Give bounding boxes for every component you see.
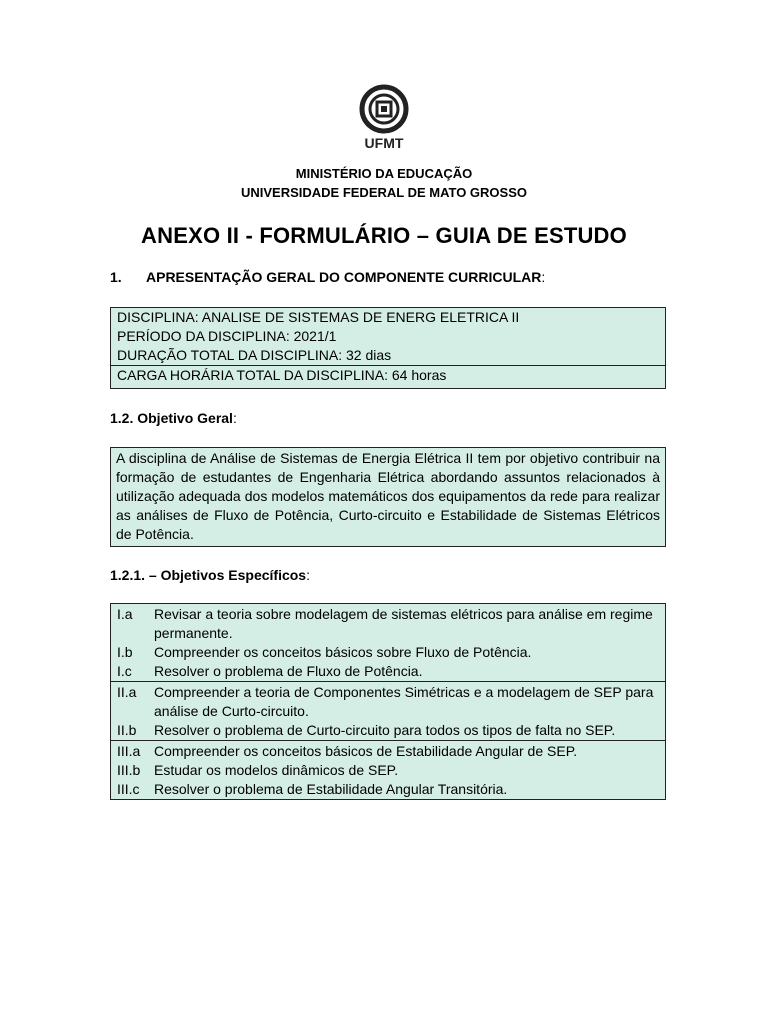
objective-code: I.c <box>117 663 132 679</box>
duration-row: DURAÇÃO TOTAL DA DISCIPLINA: 32 dias <box>117 347 392 363</box>
section-1-number: 1. <box>110 269 122 285</box>
objective-item <box>117 721 659 740</box>
ministry-name: MINISTÉRIO DA EDUCAÇÃO <box>295 166 473 181</box>
objective-code: II.a <box>117 684 137 700</box>
document-title: ANEXO II - FORMULÁRIO – GUIA DE ESTUDO <box>141 223 627 248</box>
objective-item <box>117 605 659 643</box>
ufmt-logo <box>359 84 409 154</box>
objective-code: III.a <box>117 743 141 759</box>
specific-objectives-colon: : <box>306 567 310 583</box>
objective-code: III.c <box>117 781 140 797</box>
objective-text: Compreender os conceitos básicos de Estabilidade Angular de SEP. <box>154 743 578 759</box>
objective-code: II.b <box>117 722 137 738</box>
objective-item <box>117 662 659 681</box>
period-row: PERÍODO DA DISCIPLINA: 2021/1 <box>117 328 337 344</box>
objective-text: Estudar os modelos dinâmicos de SEP. <box>154 762 399 778</box>
course-info-box <box>110 307 666 389</box>
objective-code: III.b <box>117 762 141 778</box>
objective-text: Revisar a teoria sobre modelagem de sistemas elétricos para análise em regime permanente. <box>154 606 653 641</box>
objective-text: Resolver o problema de Estabilidade Angular Transitória. <box>154 781 508 797</box>
objective-item <box>117 742 659 761</box>
objective-item <box>117 780 659 799</box>
workload-row: CARGA HORÁRIA TOTAL DA DISCIPLINA: 64 horas <box>111 365 665 385</box>
objective-group-3 <box>111 740 665 799</box>
section-1-heading <box>110 269 545 285</box>
institution-header <box>0 164 768 202</box>
specific-objectives-box <box>110 603 666 800</box>
ufmt-seal-icon <box>359 84 409 154</box>
objective-item <box>117 643 659 662</box>
objective-text: Compreender a teoria de Componentes Simétricas e a modelagem de SEP para análise de Curto-circuito. <box>154 684 654 719</box>
section-1-label: APRESENTAÇÃO GERAL DO COMPONENTE CURRICULAR <box>146 269 542 285</box>
objective-text: Resolver o problema de Curto-circuito para todos os tipos de falta no SEP. <box>154 722 616 738</box>
discipline-row: DISCIPLINA: ANALISE DE SISTEMAS DE ENERG ELETRICA II <box>117 309 520 325</box>
section-1-colon: : <box>541 269 546 285</box>
general-objective-label: 1.2. Objetivo Geral <box>110 410 233 426</box>
objective-item <box>117 683 659 721</box>
general-objective-colon: : <box>232 410 237 426</box>
specific-objectives-heading <box>110 567 310 583</box>
logo-text: UFMT <box>364 135 404 151</box>
general-objective-heading <box>110 410 237 426</box>
objective-code: I.b <box>117 644 133 660</box>
university-name: UNIVERSIDADE FEDERAL DE MATO GROSSO <box>240 185 528 200</box>
specific-objectives-label: 1.2.1. – Objetivos Específicos <box>110 567 307 583</box>
objective-code: I.a <box>117 606 133 622</box>
objective-text: Compreender os conceitos básicos sobre Fluxo de Potência. <box>154 644 532 660</box>
objective-group-2 <box>111 681 665 740</box>
objective-item <box>117 761 659 780</box>
objective-group-1 <box>111 604 665 681</box>
objective-text: Resolver o problema de Fluxo de Potência. <box>154 663 423 679</box>
general-objective-text: A disciplina de Análise de Sistemas de Energia Elétrica II tem por objetivo contribuir na formação de estudantes de Engenharia Elétrica abordando assuntos relacionados à utilização adequada dos modelos matemáticos dos equipamentos da rede para realizar as análises de Fluxo de Potência, Curto-circuito e Estabilidade de Sistemas Elétricos de Potência. <box>116 450 660 542</box>
general-objective-box <box>110 447 666 547</box>
